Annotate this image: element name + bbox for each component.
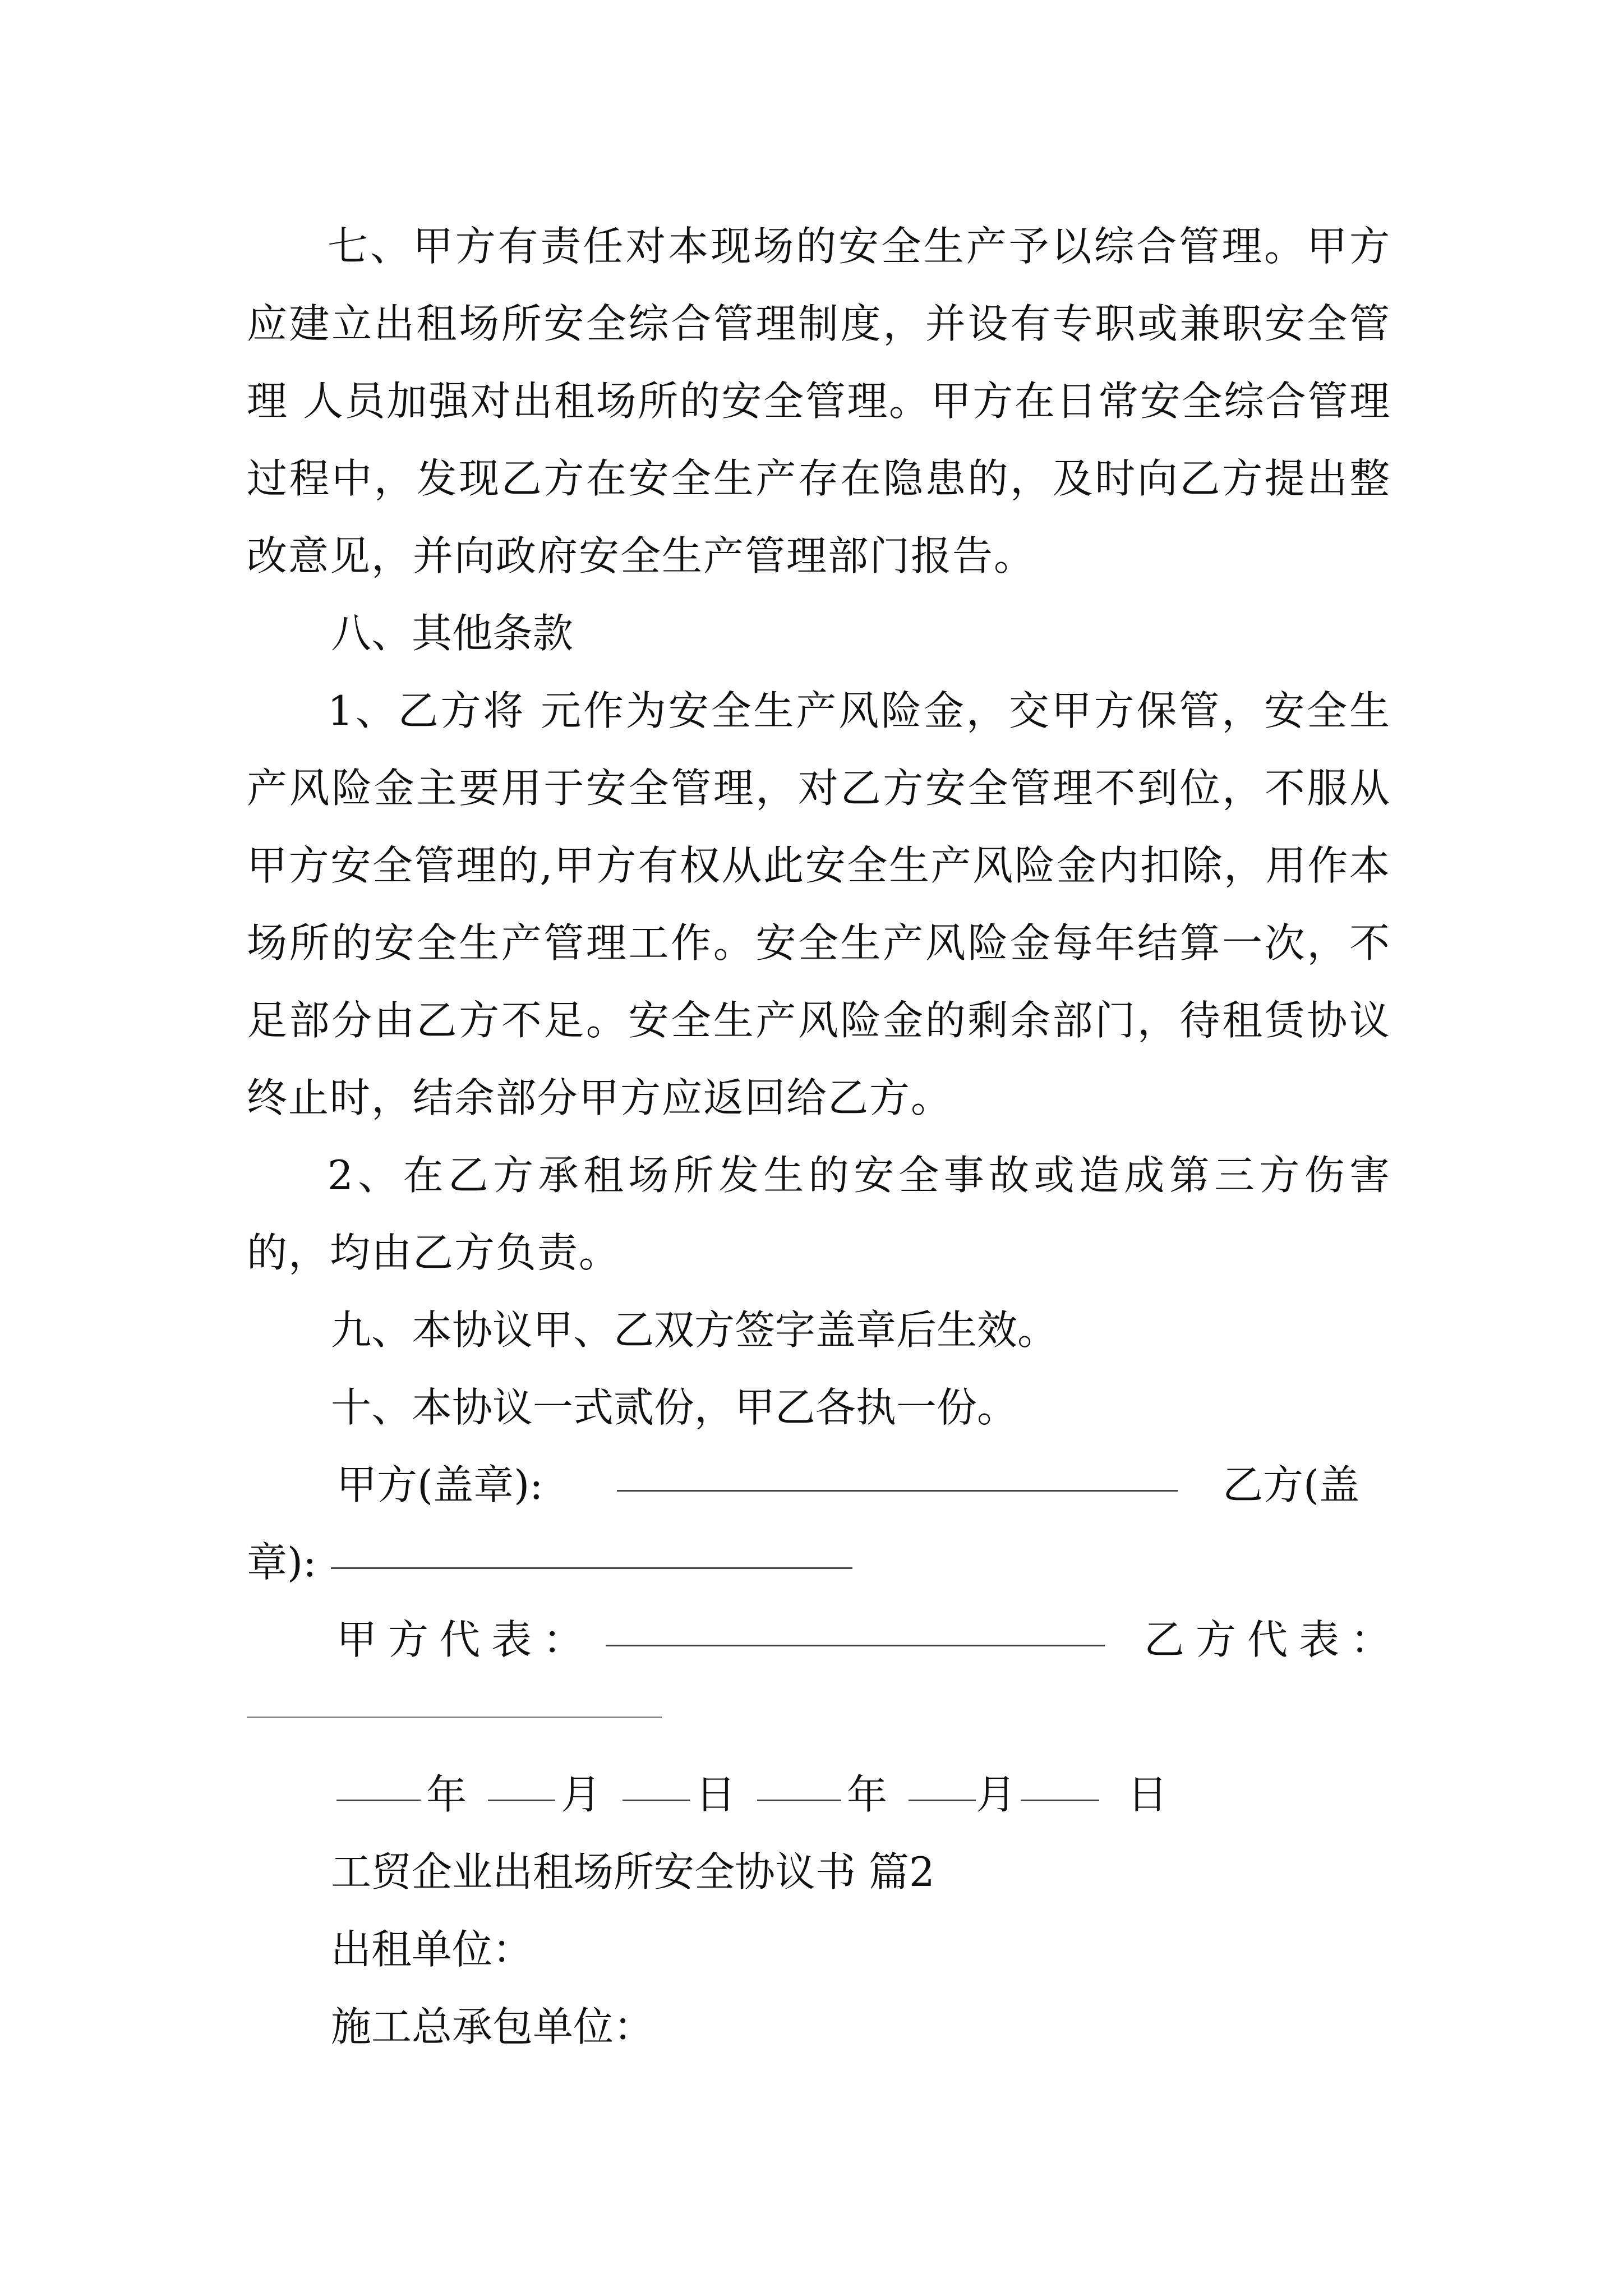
party-b-day-blank[interactable] xyxy=(1021,1767,1099,1801)
clause-8-item-2: 2、在乙方承租场所发生的安全事故或造成第三方伤害的，均由乙方负责。 xyxy=(247,1152,1391,1276)
party-a-day-blank[interactable] xyxy=(623,1767,690,1801)
party-b-month-blank[interactable] xyxy=(909,1767,976,1801)
clause-9: 九、本协议甲、乙双方签字盖章后生效。 xyxy=(331,1306,1058,1354)
document-body xyxy=(247,208,1403,2065)
party-a-year-blank[interactable] xyxy=(336,1767,421,1801)
party-b-rep-label: 乙方代表： xyxy=(1144,1616,1403,1663)
clause-8-title: 八、其他条款 xyxy=(331,610,574,657)
clause-7: 七、甲方有责任对本现场的安全生产予以综合管理。甲方应建立出租场所安全综合管理制度，并设有专职或兼职安全管理 人员加强对出租场所的安全管理。甲方在日常安全综合管理过程中，发现乙方在安全生产存在隐患的，及时向乙方提出整改意见，并向政府安全生产管理部门报告。 xyxy=(247,223,1391,579)
party-a-month-label: 月 xyxy=(561,1771,602,1818)
party-a-seal-label: 甲方(盖章): xyxy=(336,1461,543,1508)
party-b-month-label: 月 xyxy=(976,1771,1017,1818)
party-a-rep-blank[interactable] xyxy=(606,1612,1105,1646)
party-b-year-label: 年 xyxy=(847,1771,888,1818)
party-b-rep-blank[interactable] xyxy=(247,1684,662,1718)
party-a-year-label: 年 xyxy=(426,1771,467,1818)
party-a-month-blank[interactable] xyxy=(488,1767,555,1801)
party-b-rep-row xyxy=(247,1678,1391,1756)
clause-10: 十、本协议一式贰份，甲乙各执一份。 xyxy=(331,1384,1018,1431)
party-a-seal-blank[interactable] xyxy=(617,1457,1178,1492)
party-a-seal-row xyxy=(247,1446,1391,1524)
lessor-label: 出租单位： xyxy=(331,1926,533,1973)
clause-8-item-1: 1、乙方将 元作为安全生产风险金，交甲方保管，安全生产风险金主要用于安全管理，对乙方安全管理不到位，不服从甲方安全管理的,甲方有权从此安全生产风险金内扣除，用作本场所的安全生产管理工作。安全生产风险金每年结算一次，不足部分由乙方不足。安全生产风险金的剩余部门，待租赁协议终止时，结余部分甲方应返回给乙方。 xyxy=(247,687,1391,1121)
date-row xyxy=(247,1756,1391,1833)
party-b-day-label: 日 xyxy=(1127,1771,1168,1818)
party-a-day-label: 日 xyxy=(695,1771,736,1818)
section-2-title: 工贸企业出租场所安全协议书 篇2 xyxy=(331,1848,935,1895)
party-b-seal-label-cont: 章): xyxy=(247,1539,317,1586)
party-a-rep-label: 甲方代表： xyxy=(336,1616,595,1663)
party-a-rep-row xyxy=(247,1601,1403,1678)
party-b-seal-label: 乙方(盖 xyxy=(1223,1461,1360,1508)
party-b-year-blank[interactable] xyxy=(757,1767,841,1801)
party-b-seal-row xyxy=(247,1524,1391,1601)
contractor-label: 施工总承包单位： xyxy=(331,2003,654,2050)
party-b-seal-blank[interactable] xyxy=(331,1535,852,1569)
